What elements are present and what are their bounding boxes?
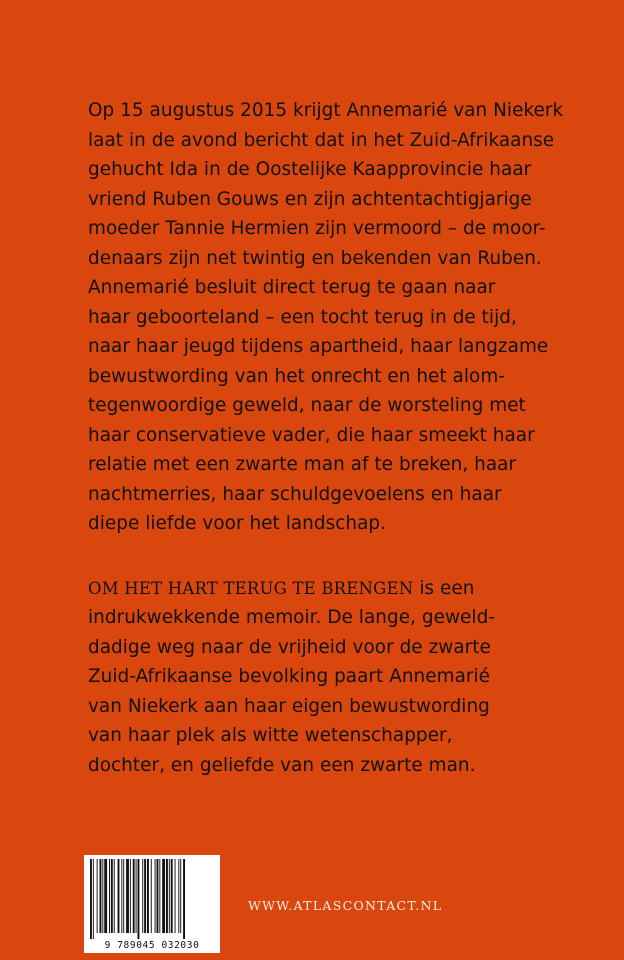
blurb-line: dadige weg naar de vrijheid voor de zwarte [88, 636, 491, 658]
barcode-bar [93, 859, 94, 939]
barcode-bar [169, 859, 170, 933]
barcode-bar [142, 859, 143, 933]
barcode-bar [90, 859, 92, 939]
blurb-line: nachtmerries, haar schuldgevoelens en haar [88, 483, 502, 505]
barcode-bar [118, 859, 120, 933]
blurb-line-rest: is een [413, 577, 475, 599]
book-title-caps: OM HET HART TERUG TE BRENGEN [88, 578, 414, 598]
barcode-bar [136, 859, 137, 933]
barcode-bar [175, 859, 176, 933]
blurb-text [88, 96, 588, 780]
blurb-line: tegenwoordige geweld, naar de worsteling met [88, 395, 526, 416]
barcode-bar [162, 859, 165, 933]
barcode-bar [121, 859, 122, 933]
blurb-line: van Niekerk aan haar eigen bewustwording [88, 695, 490, 717]
barcode-bar [109, 859, 110, 933]
blurb-line: diepe liefde voor het landschap. [88, 513, 387, 534]
barcode-bar [104, 859, 107, 933]
blurb-line: indrukwekkende memoir. De lange, geweld- [88, 607, 495, 628]
barcode-bar [166, 859, 168, 933]
barcode-bar [111, 859, 113, 933]
barcode-bar [97, 859, 98, 933]
blurb-line: van haar plek als witte wetenschapper, [88, 725, 453, 746]
barcode-bar [133, 859, 135, 933]
barcode-bar [138, 859, 140, 939]
blurb-line: denaars zijn net twintig en bekenden van Ruben. [88, 247, 542, 269]
blurb-line: gehucht Ida in de Oostelijke Kaapprovincie haar [88, 159, 532, 180]
barcode-bar [126, 859, 129, 933]
isbn-number: 9 789045 032030 [104, 940, 200, 951]
barcode-bar [100, 859, 102, 933]
blurb-line: Op 15 augustus 2015 krijgt Annemarié van Niekerk [88, 100, 564, 121]
isbn-barcode [84, 855, 220, 953]
blurb-line: Annemarié besluit direct terug te gaan naar [88, 277, 496, 298]
blurb-line: dochter, en geliefde van een zwarte man. [88, 754, 476, 776]
blurb-line: haar conservatieve vader, die haar smeekt haar [88, 424, 535, 446]
blurb-line: vriend Ruben Gouws en zijn achtentachtigjarige [88, 188, 532, 210]
barcode-bar [180, 859, 181, 933]
publisher-website: WWW.ATLASCONTACT.NL [248, 898, 443, 913]
barcode-bars [84, 855, 220, 939]
barcode-bar [171, 859, 173, 933]
blurb-line: naar haar jeugd tijdens apartheid, haar langzame [88, 336, 549, 357]
barcode-bar [147, 859, 149, 933]
blurb-line: haar geboorteland – een tocht terug in de tijd, [88, 306, 517, 328]
barcode-bar [157, 859, 159, 933]
barcode-bar [178, 859, 179, 933]
blurb-line-first [88, 574, 588, 604]
blurb-paragraph-1 [88, 96, 588, 539]
blurb-line: bewustwording van het onrecht en het alom- [88, 365, 505, 387]
barcode-bar [114, 859, 115, 933]
blurb-line: relatie met een zwarte man af te breken, haar [88, 454, 517, 475]
barcode-bar [123, 859, 124, 933]
blurb-line: moeder Tannie Hermien zijn vermoord – de moor- [88, 218, 546, 239]
barcode-bar [159, 859, 160, 933]
blurb-line: laat in de avond bericht dat in het Zuid-Afrikaanse [88, 129, 555, 151]
barcode-bar [151, 859, 152, 933]
barcode-bar [183, 859, 185, 939]
barcode-bar [155, 859, 156, 933]
blurb-line: Zuid-Afrikaanse bevolking paart Annemarié [88, 666, 491, 687]
barcode-bar [144, 859, 146, 933]
barcode-bar [130, 859, 131, 933]
barcode-bar [102, 859, 103, 933]
blurb-paragraph-2 [88, 574, 588, 781]
